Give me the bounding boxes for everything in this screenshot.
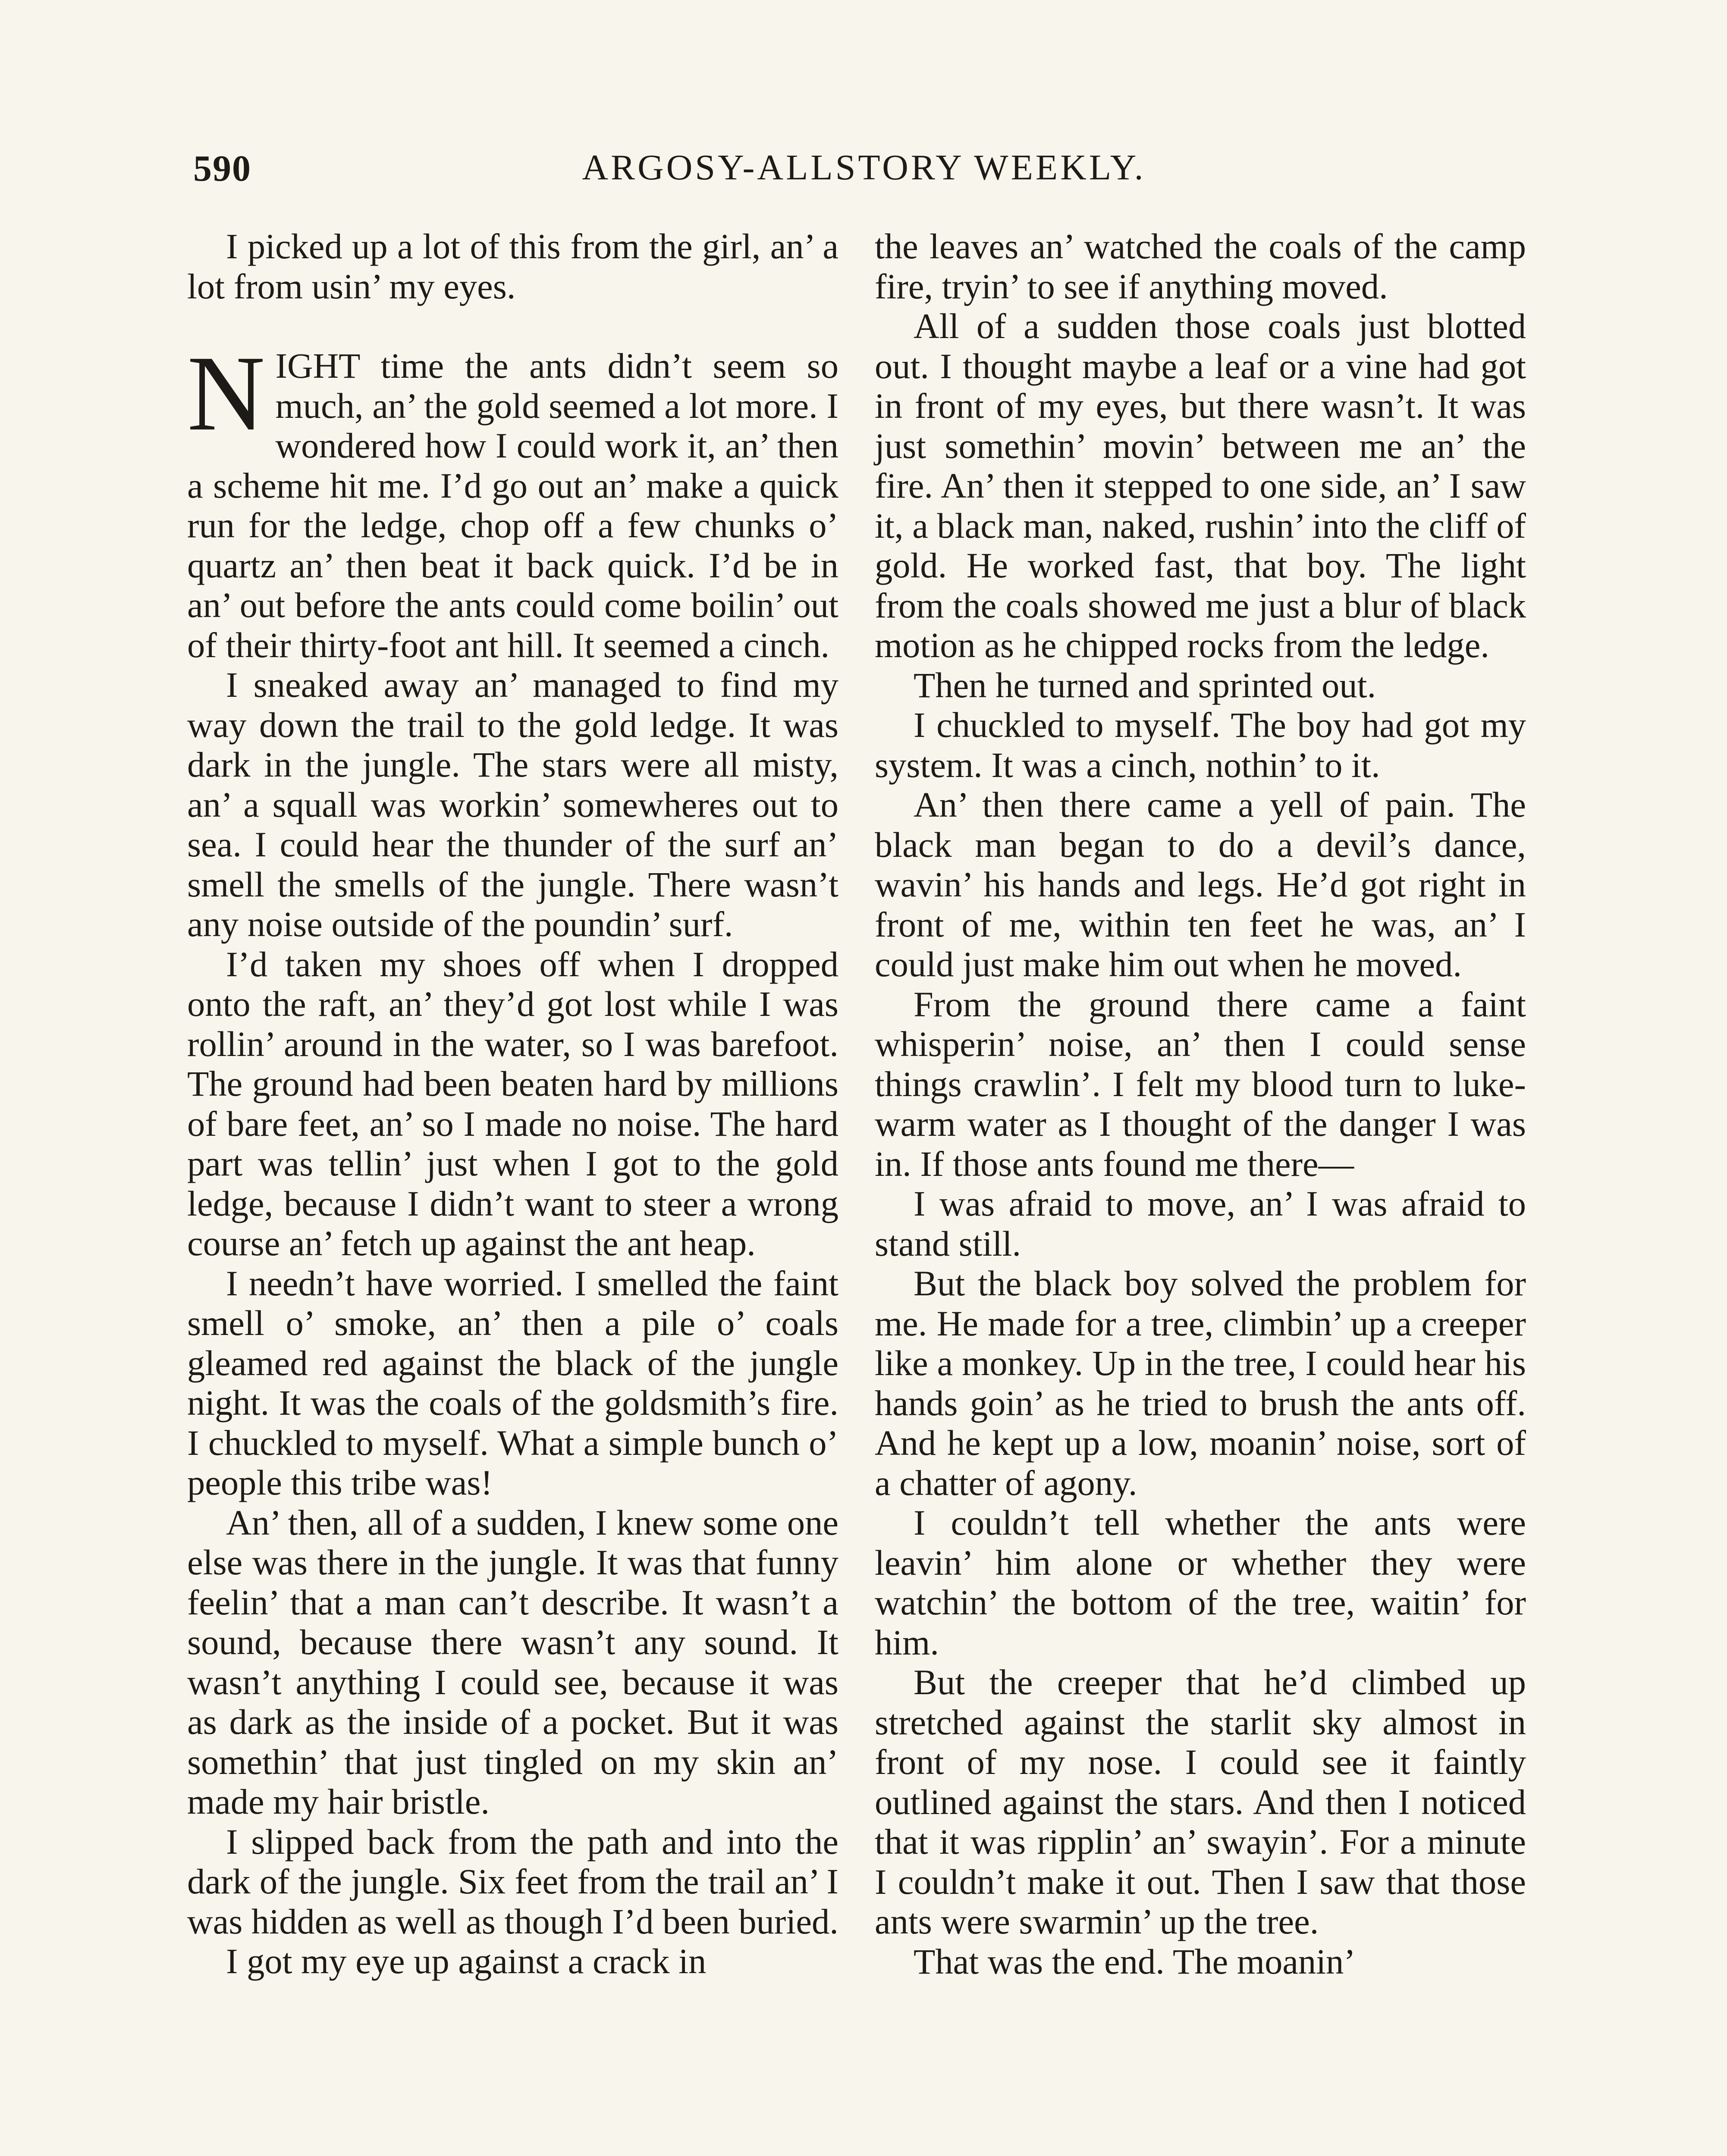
paragraph: An’ then, all of a sudden, I knew some one else was there in the jungle. It was that funny feelin’ that a man can’t describe. It wasn’t a sound, because there wasn’t any sound. It wasn’t anything I could see, because it was as dark as the inside of a pocket. But it was somethin’ that just tingled on my skin an’ made my hair bristle. [187, 1502, 838, 1821]
paragraph: the leaves an’ watched the coals of the camp fire, tryin’ to see if anything moved. [875, 226, 1526, 306]
page-header [193, 147, 1535, 194]
paragraph: An’ then there came a yell of pain. The black man began to do a devil’s dance, wavin’ his hands and legs. He’d got right in front of me, within ten feet he was, an’ I could just make him out when he moved. [875, 785, 1526, 984]
paragraph: I needn’t have worried. I smelled the faint smell o’ smoke, an’ then a pile o’ coals gleamed red against the black of the jungle night. It was the coals of the goldsmith’s fire. I chuckled to myself. What a simple bunch o’ people this tribe was! [187, 1263, 838, 1502]
paragraph: I’d taken my shoes off when I dropped onto the raft, an’ they’d got lost while I was rollin’ around in the water, so I was barefoot. The ground had been beaten hard by millions of bare feet, an’ so I made no noise. The hard part was tellin’ just when I got to the gold ledge, because I didn’t want to steer a wrong course an’ fetch up against the ant heap. [187, 944, 838, 1263]
paragraph: All of a sudden those coals just blotted out. I thought maybe a leaf or a vine had got in front of my eyes, but there wasn’t. It was just somethin’ movin’ between me an’ the fire. An’ then it stepped to one side, an’ I saw it, a black man, naked, rushin’ into the cliff of gold. He worked fast, that boy. The light from the coals showed me just a blur of black motion as he chipped rocks from the ledge. [875, 306, 1526, 665]
paragraph: I was afraid to move, an’ I was afraid to stand still. [875, 1184, 1526, 1263]
paragraph: I slipped back from the path and into the dark of the jungle. Six feet from the trail an’ I was hidden as well as though I’d been buried. [187, 1821, 838, 1941]
paragraph: I couldn’t tell whether the ants were leavin’ him alone or whether they were watchin’ the bottom of the tree, waitin’ for him. [875, 1503, 1526, 1662]
paragraph-text: IGHT time the ants didn’t seem so much, an’ the gold seemed a lot more. I wondered how I could work it, an’ then a scheme hit me. I’d go out an’ make a quick run for the ledge, chop off a few chunks o’ quartz an’ then beat it back quick. I’d be in an’ out before the ants could come boilin’ out of their thirty-foot ant hill. It seemed a cinch. [187, 346, 838, 665]
running-title: ARGOSY-ALLSTORY WEEKLY. [582, 147, 1146, 188]
paragraph: But the creeper that he’d climbed up stretched against the starlit sky almost in front of my nose. I could see it faintly outlined against the stars. And then I noticed that it was ripplin’ an’ swayin’. For a minute I couldn’t make it out. Then I saw that those ants were swarmin’ up the tree. [875, 1662, 1526, 1941]
paragraph: That was the end. The moanin’ [914, 1941, 1356, 1981]
paragraph: From the ground there came a faint whisperin’ noise, an’ then I could sense things crawlin’. I felt my blood turn to luke-warm water as I thought of the danger I was in. If those ants found me there— [875, 984, 1526, 1184]
page-number: 590 [193, 147, 251, 189]
dropcap-paragraph [187, 334, 838, 665]
left-column [187, 226, 838, 1981]
paragraph: Then he turned and sprinted out. [914, 665, 1376, 705]
paragraph: I chuckled to myself. The boy had got my system. It was a cinch, nothin’ to it. [875, 705, 1526, 785]
paragraph: I sneaked away an’ managed to find my way down the trail to the gold ledge. It was dark in the jungle. The stars were all misty, an’ a squall was workin’ somewheres out to sea. I could hear the thunder of the surf an’ smell the smells of the jungle. There wasn’t any noise outside of the poundin’ surf. [187, 665, 838, 944]
paragraph: But the black boy solved the problem for me. He made for a tree, climbin’ up a creeper like a monkey. Up in the tree, I could hear his hands goin’ as he tried to brush the ants off. And he kept up a low, moanin’ noise, sort of a chatter of agony. [875, 1263, 1526, 1503]
paragraph: I picked up a lot of this from the girl, an’ a lot from usin’ my eyes. [187, 226, 838, 306]
drop-cap: N [187, 334, 265, 453]
right-column [875, 226, 1526, 1981]
paragraph: I got my eye up against a crack in [226, 1941, 706, 1981]
